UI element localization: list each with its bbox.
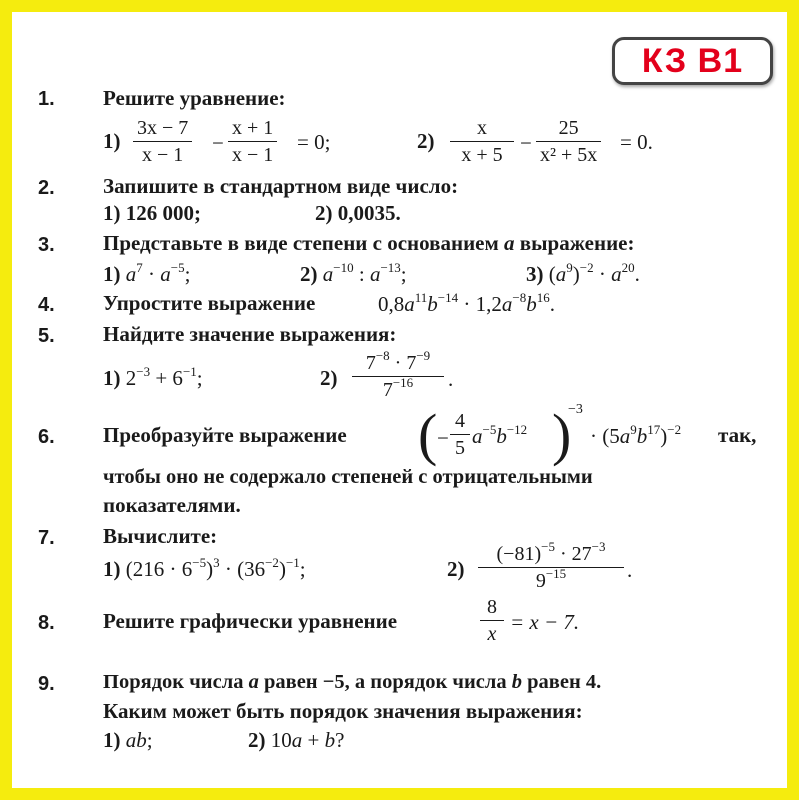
fraction-numerator: 8 bbox=[480, 596, 504, 621]
task-8-rhs: = x − 7. bbox=[510, 610, 580, 634]
task-1-title: Решите уравнение: bbox=[103, 86, 286, 110]
task-4-number: 4. bbox=[38, 294, 55, 316]
task-2-part-1: 1) 126 000; bbox=[103, 201, 201, 225]
task-9-line-2: Каким может быть порядок значения выражения: bbox=[103, 699, 583, 723]
task-1-fraction-2 bbox=[228, 117, 277, 166]
task-1-part-2-label: 2) bbox=[417, 129, 435, 153]
task-7-title: Вычислите: bbox=[103, 524, 218, 548]
fraction-denominator: $7^{-16}$ bbox=[382, 375, 414, 401]
task-6-inner-expression: $a^{-5}b^{-12}$ bbox=[472, 422, 528, 448]
task-9-part-2: 2) 10a + b? bbox=[248, 728, 345, 752]
task-1-part-1-label: 1) bbox=[103, 129, 121, 153]
task-1-fraction-1 bbox=[133, 117, 192, 166]
task-1-fraction-4 bbox=[536, 117, 601, 166]
task-7-part-1: 1) $(216 \cdot 6^{-5})^3 \cdot (36^{-2})^{-1}$; bbox=[103, 555, 306, 581]
variant-label: КЗ В1 bbox=[641, 41, 744, 80]
task-2-title: Запишите в стандартном виде число: bbox=[103, 174, 459, 198]
task-6-second-factor: · $(5a^9b^{17})^{-2}$ bbox=[590, 422, 682, 448]
task-9-line-1: Порядок числа a равен −5, а порядок числа b равен 4. bbox=[103, 671, 602, 693]
right-paren: ) bbox=[552, 402, 572, 467]
task-4-title: Упростите выражение bbox=[103, 291, 316, 315]
task-7-part-2-label: 2) bbox=[447, 557, 465, 581]
fraction-denominator: $9^{-15}$ bbox=[535, 566, 567, 592]
fraction-denominator: x bbox=[487, 623, 497, 645]
task-1-minus: − bbox=[212, 131, 224, 155]
fraction-denominator: 5 bbox=[455, 437, 465, 459]
task-6-outer-exponent: −3 bbox=[568, 402, 583, 417]
task-3-part-1: 1) $a^7 \cdot a^{-5}$; bbox=[103, 260, 191, 286]
task-6-line-2: чтобы оно не содержало степеней с отрицательными bbox=[103, 466, 593, 488]
task-1-equals-1: = 0; bbox=[297, 130, 331, 154]
task-6-tail: так, bbox=[718, 423, 757, 447]
task-7-fraction bbox=[478, 539, 624, 592]
task-5-part-1: 1) $2^{-3} + 6^{-1}$; bbox=[103, 364, 203, 390]
task-6-minus: − bbox=[437, 426, 449, 450]
task-3-part-3: 3) $(a^9)^{-2} \cdot a^{20}$. bbox=[526, 260, 640, 286]
task-5-title: Найдите значение выражения: bbox=[103, 322, 397, 346]
fraction-numerator: $(-81)^{-5} \cdot 27^{-3}$ bbox=[478, 543, 624, 568]
fraction-numerator: 4 bbox=[450, 410, 470, 435]
fraction-numerator: $7^{-8} \cdot 7^{-9}$ bbox=[352, 352, 444, 377]
fraction-denominator: x² + 5x bbox=[540, 144, 598, 166]
fraction-numerator: 3x − 7 bbox=[133, 117, 192, 142]
task-2-number: 2. bbox=[38, 177, 55, 199]
task-4-expression: $0,8a^{11}b^{-14} \cdot 1,2a^{-8}b^{16}$. bbox=[378, 290, 555, 316]
task-8-number: 8. bbox=[38, 612, 55, 634]
task-5-part-2-label: 2) bbox=[320, 366, 338, 390]
task-3-part-2: 2) $a^{-10}$ : $a^{-13}$; bbox=[300, 260, 407, 286]
left-paren: ( bbox=[418, 402, 438, 467]
task-9-number: 9. bbox=[38, 673, 55, 695]
task-5-fraction bbox=[352, 348, 444, 401]
fraction-numerator: x + 1 bbox=[228, 117, 277, 142]
variant-badge bbox=[612, 37, 773, 85]
fraction-denominator: x − 1 bbox=[232, 144, 274, 166]
task-8-title: Решите графически уравнение bbox=[103, 609, 398, 633]
fraction-numerator: 25 bbox=[536, 117, 601, 142]
task-6-fraction bbox=[450, 410, 470, 459]
fraction-denominator: x − 1 bbox=[142, 144, 184, 166]
task-9-part-1: 1) ab; bbox=[103, 728, 153, 752]
task-6-line-3: показателями. bbox=[103, 493, 241, 517]
task-5-period: . bbox=[448, 367, 454, 391]
task-2-part-2: 2) 0,0035. bbox=[315, 201, 401, 225]
task-7-number: 7. bbox=[38, 527, 55, 549]
task-5-number: 5. bbox=[38, 325, 55, 347]
task-1-fraction-3 bbox=[450, 117, 514, 166]
task-3-number: 3. bbox=[38, 234, 55, 256]
task-1-minus-2: − bbox=[520, 131, 532, 155]
task-1-equals-2: = 0. bbox=[620, 130, 653, 154]
task-8-fraction bbox=[480, 596, 504, 645]
task-1-number: 1. bbox=[38, 88, 55, 110]
task-7-period: . bbox=[627, 558, 633, 582]
task-6-number: 6. bbox=[38, 426, 55, 448]
task-3-title: Представьте в виде степени с основанием a выражение: bbox=[103, 231, 635, 255]
fraction-denominator: x + 5 bbox=[461, 144, 503, 166]
fraction-numerator: x bbox=[450, 117, 514, 142]
task-6-title: Преобразуйте выражение bbox=[103, 423, 347, 447]
